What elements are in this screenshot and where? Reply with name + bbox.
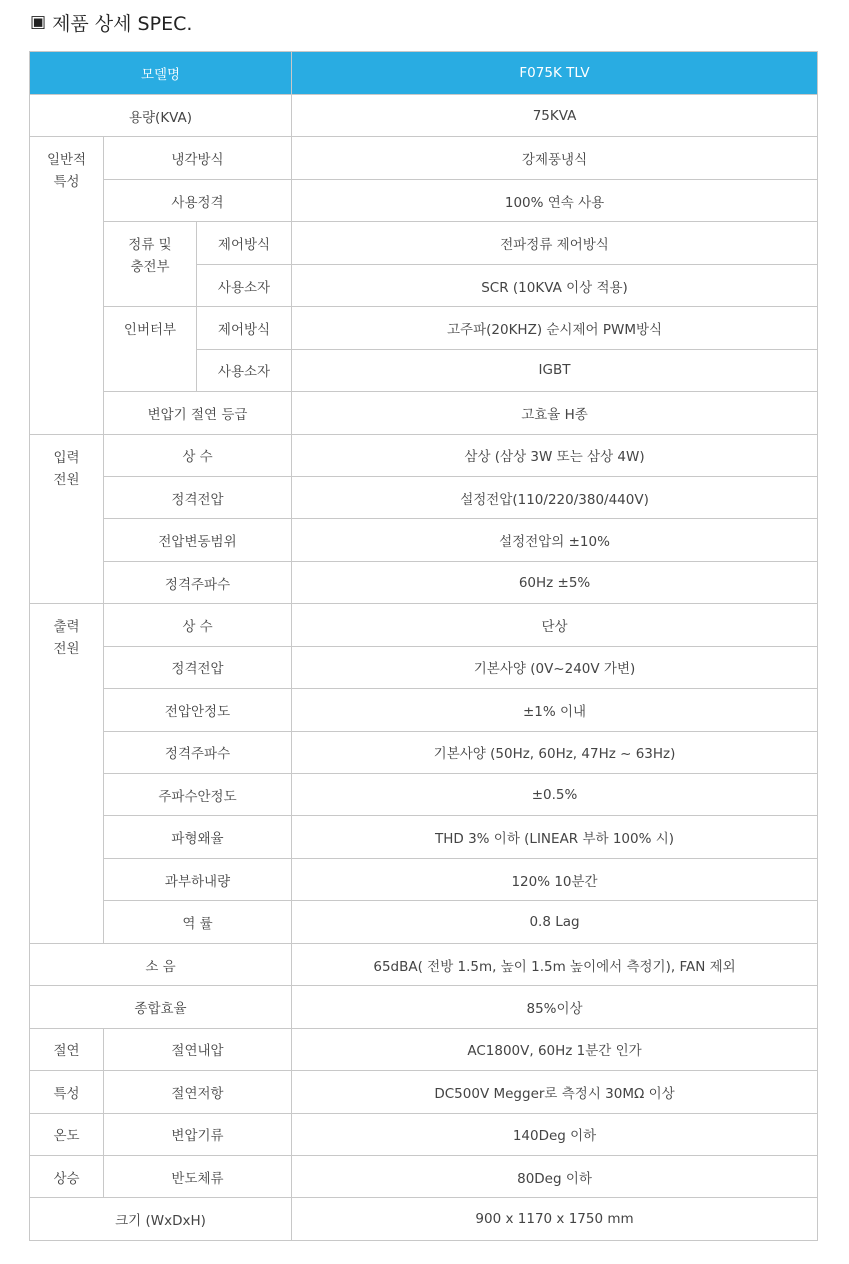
- spec-label: 사용소자: [197, 264, 292, 306]
- spec-label: 변압기 절연 등급: [104, 392, 292, 434]
- table-row: [30, 307, 818, 349]
- table-row: [30, 1028, 818, 1070]
- spec-value: 120% 10분간: [292, 858, 818, 900]
- table-row: [30, 137, 818, 179]
- spec-label: 정격주파수: [104, 731, 292, 773]
- spec-value: 100% 연속 사용: [292, 179, 818, 221]
- table-row: [30, 986, 818, 1028]
- table-row: [30, 604, 818, 646]
- spec-label: 용량(KVA): [30, 95, 292, 137]
- table-row: [30, 774, 818, 816]
- spec-label: 역 률: [104, 901, 292, 943]
- spec-value: IGBT: [292, 349, 818, 391]
- spec-label: 전압변동범위: [104, 519, 292, 561]
- spec-label: 전압안정도: [104, 689, 292, 731]
- spec-label: 정격주파수: [104, 561, 292, 603]
- spec-value: ±0.5%: [292, 774, 818, 816]
- spec-label: 파형왜율: [104, 816, 292, 858]
- spec-label: 사용정격: [104, 179, 292, 221]
- spec-value: 설정전압의 ±10%: [292, 519, 818, 561]
- spec-label: 종합효율: [30, 986, 292, 1028]
- spec-label: 과부하내량: [104, 858, 292, 900]
- spec-value: 80Deg 이하: [292, 1155, 818, 1197]
- table-row: [30, 95, 818, 137]
- spec-value: SCR (10KVA 이상 적용): [292, 264, 818, 306]
- table-row: [30, 434, 818, 476]
- spec-value: AC1800V, 60Hz 1분간 인가: [292, 1028, 818, 1070]
- table-row: [30, 222, 818, 264]
- table-row: [30, 731, 818, 773]
- table-row: [30, 476, 818, 518]
- spec-value: 설정전압(110/220/380/440V): [292, 476, 818, 518]
- table-row: [30, 943, 818, 985]
- table-row: [30, 689, 818, 731]
- group-label-temperature: 상승: [30, 1155, 104, 1197]
- table-row: [30, 179, 818, 221]
- spec-label: 제어방식: [197, 307, 292, 349]
- spec-label: 사용소자: [197, 349, 292, 391]
- spec-value: 고주파(20KHZ) 순시제어 PWM방식: [292, 307, 818, 349]
- spec-label: 반도체류: [104, 1155, 292, 1197]
- spec-value: 85%이상: [292, 986, 818, 1028]
- spec-label: 주파수안정도: [104, 774, 292, 816]
- table-row: [30, 1198, 818, 1241]
- spec-value: 고효율 H종: [292, 392, 818, 434]
- table-row: [30, 858, 818, 900]
- spec-label: 소 음: [30, 943, 292, 985]
- spec-value: THD 3% 이하 (LINEAR 부하 100% 시): [292, 816, 818, 858]
- spec-label: 절연저항: [104, 1071, 292, 1113]
- group-label-insulation: 특성: [30, 1071, 104, 1113]
- subgroup-label-rectifier: 정류 및 충전부: [104, 222, 197, 307]
- spec-label: 상 수: [104, 434, 292, 476]
- spec-label: 제어방식: [197, 222, 292, 264]
- spec-value: 140Deg 이하: [292, 1113, 818, 1155]
- table-row: [30, 392, 818, 434]
- table-row: [30, 1113, 818, 1155]
- spec-value: 단상: [292, 604, 818, 646]
- table-row: [30, 901, 818, 943]
- table-row: [30, 1155, 818, 1197]
- group-label-temperature: 온도: [30, 1113, 104, 1155]
- spec-value: 75KVA: [292, 95, 818, 137]
- spec-label: 크기 (WxDxH): [30, 1198, 292, 1241]
- subgroup-label-inverter: 인버터부: [104, 307, 197, 392]
- spec-label: 변압기류: [104, 1113, 292, 1155]
- model-label: 모델명: [30, 52, 292, 95]
- square-bullet-icon: ▣: [30, 12, 47, 32]
- table-row: [30, 561, 818, 603]
- page-title-text: 제품 상세 SPEC.: [52, 12, 193, 35]
- table-row: [30, 816, 818, 858]
- table-row: [30, 1071, 818, 1113]
- group-label-output: 출력 전원: [30, 604, 104, 944]
- spec-table: [29, 51, 818, 1241]
- spec-value: 60Hz ±5%: [292, 561, 818, 603]
- group-label-general: 일반적 특성: [30, 137, 104, 434]
- spec-value: ±1% 이내: [292, 689, 818, 731]
- spec-label: 상 수: [104, 604, 292, 646]
- group-label-input: 입력 전원: [30, 434, 104, 604]
- spec-label: 정격전압: [104, 476, 292, 518]
- page-title: [30, 8, 192, 36]
- spec-value: 전파정류 제어방식: [292, 222, 818, 264]
- table-row: [30, 646, 818, 688]
- spec-value: 강제풍냉식: [292, 137, 818, 179]
- spec-value: 900 x 1170 x 1750 mm: [292, 1198, 818, 1241]
- spec-value: 삼상 (삼상 3W 또는 삼상 4W): [292, 434, 818, 476]
- spec-value: 65dBA( 전방 1.5m, 높이 1.5m 높이에서 측정기), FAN 제외: [292, 943, 818, 985]
- spec-label: 냉각방식: [104, 137, 292, 179]
- spec-value: 0.8 Lag: [292, 901, 818, 943]
- header-row: [30, 52, 818, 95]
- table-row: [30, 519, 818, 561]
- spec-label: 절연내압: [104, 1028, 292, 1070]
- spec-value: DC500V Megger로 측정시 30MΩ 이상: [292, 1071, 818, 1113]
- group-label-insulation: 절연: [30, 1028, 104, 1070]
- model-value: F075K TLV: [292, 52, 818, 95]
- spec-value: 기본사양 (50Hz, 60Hz, 47Hz ~ 63Hz): [292, 731, 818, 773]
- spec-label: 정격전압: [104, 646, 292, 688]
- spec-value: 기본사양 (0V~240V 가변): [292, 646, 818, 688]
